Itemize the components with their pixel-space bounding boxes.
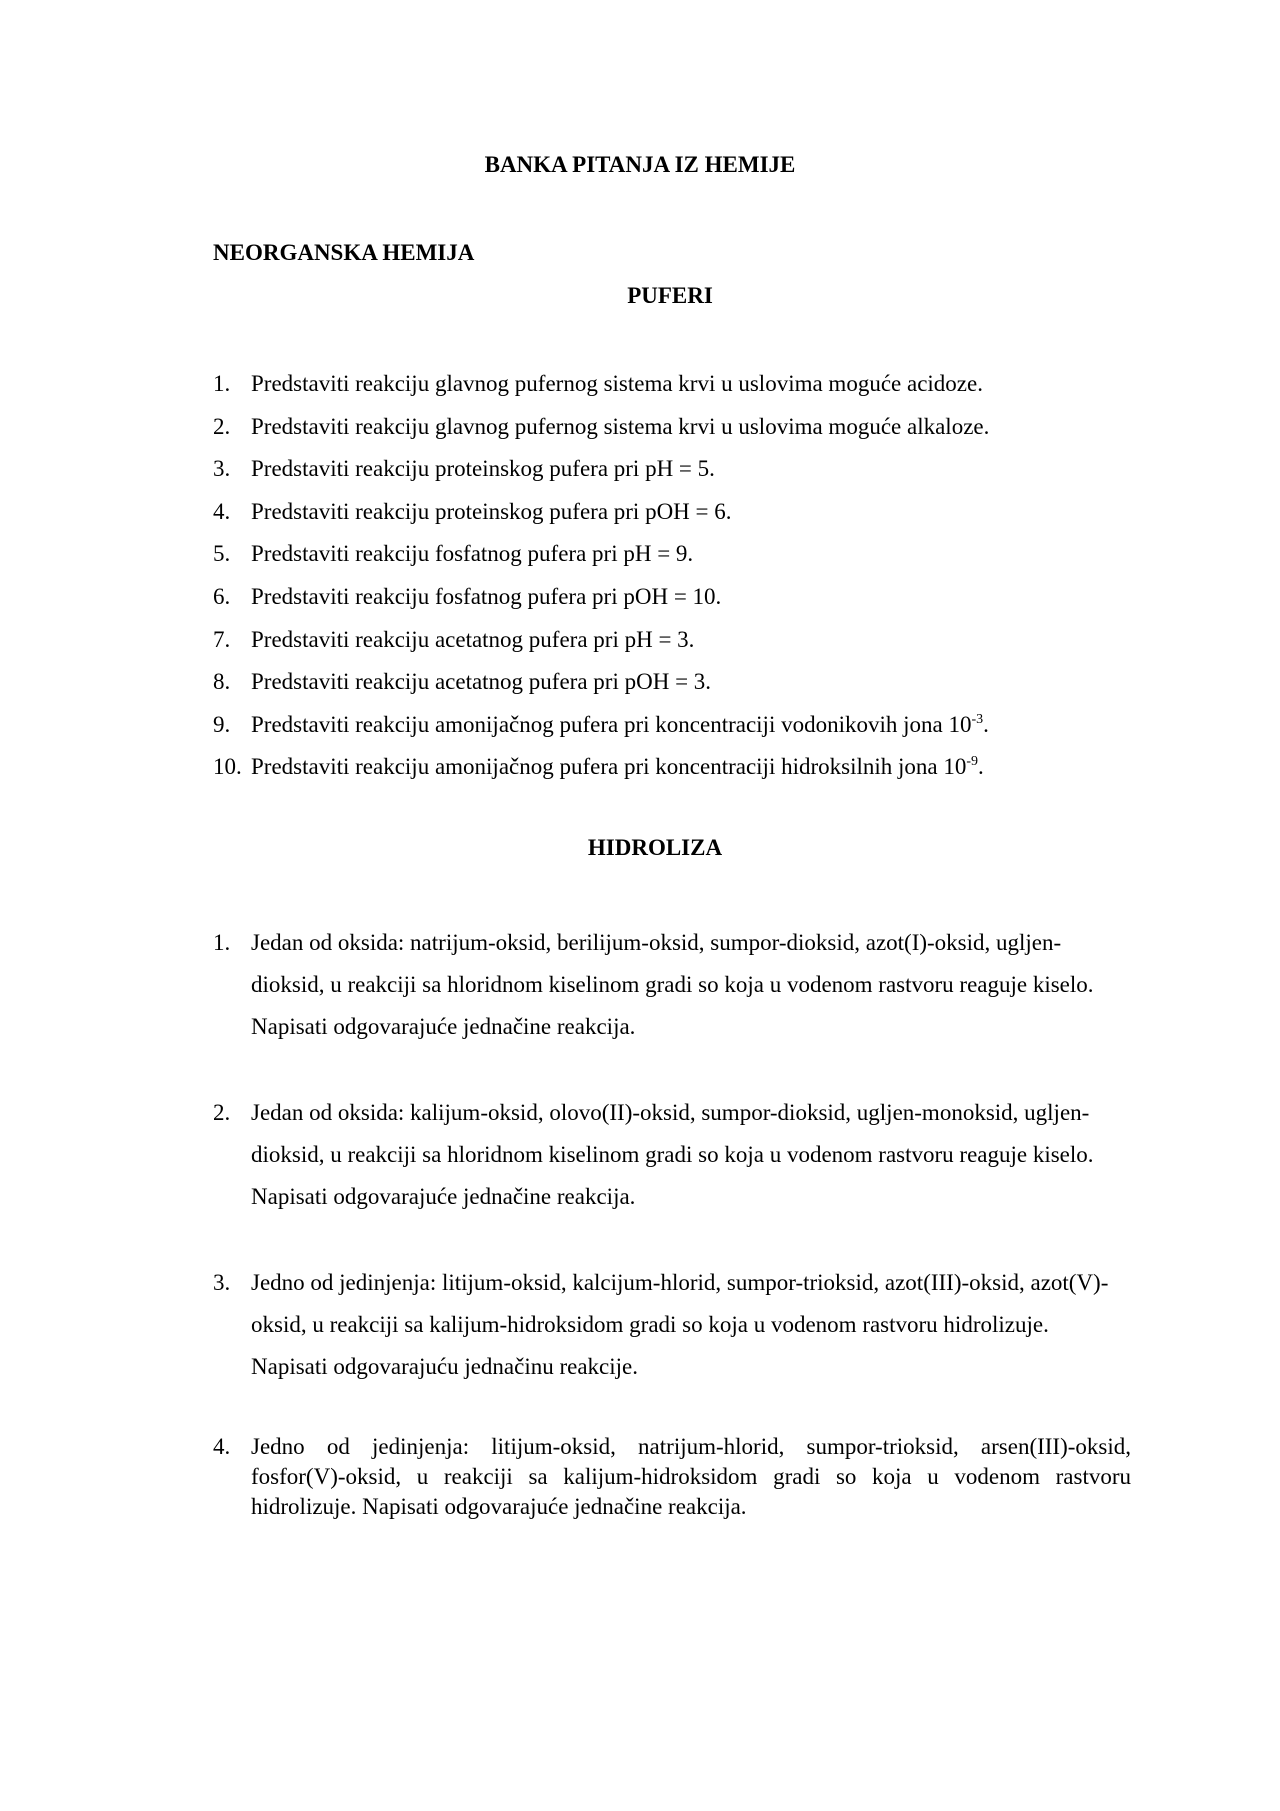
item-number: 1.	[213, 930, 231, 955]
superscript-exponent: -3	[971, 711, 984, 727]
item-number: 10.	[213, 754, 242, 780]
puferi-question-list	[213, 369, 1133, 795]
document-title	[0, 152, 1280, 178]
item-number: 5.	[213, 541, 231, 567]
list-item	[213, 710, 1133, 753]
puferi-heading	[0, 283, 1280, 309]
list-item	[213, 667, 1133, 710]
item-number: 7.	[213, 626, 231, 652]
item-number: 4.	[213, 498, 231, 524]
hidroliza-heading-text: HIDROLIZA	[587, 835, 723, 860]
item-text: Predstaviti reakciju acetatnog pufera pri pOH = 3.	[251, 669, 712, 695]
question-text: Jedan od oksida: kalijum-oksid, olovo(II)-oksid, sumpor-dioksid, ugljen-monoksid, ugljen-dioksid, u reakciji sa hloridnom kiselinom gradi so koja u vodenom rastvoru reaguje kiselo. Napisati odgovarajuće jednačine reakcija.	[251, 1100, 1094, 1209]
list-item	[213, 752, 1133, 795]
question-text: Jedno od jedinjenja: litijum-oksid, natrijum-hlorid, sumpor-trioksid, arsen(III)-oksid, fosfor(V)-oksid, u reakciji sa kalijum-hidroksidom gradi so koja u vodenom rastvoru hidrolizuje. Napisati odgovarajuće jednačine reakcija.	[251, 1434, 1131, 1519]
item-text: Predstaviti reakciju proteinskog pufera pri pH = 5.	[251, 456, 715, 482]
item-text: Predstaviti reakciju amonijačnog pufera pri koncentraciji hidroksilnih jona $10^{-9}$.	[251, 754, 984, 780]
item-number: 1.	[213, 371, 231, 396]
item-text: Predstaviti reakciju fosfatnog pufera pri pH = 9.	[251, 541, 694, 567]
item-text: Predstaviti reakciju fosfatnog pufera pri pOH = 10.	[251, 583, 722, 609]
hidroliza-question	[213, 1262, 1133, 1388]
hidroliza-question	[213, 1092, 1133, 1218]
superscript-exponent: -9	[966, 754, 979, 770]
item-number: 2.	[213, 1100, 231, 1125]
item-number: 2.	[213, 413, 231, 439]
item-number: 6.	[213, 583, 231, 609]
item-text: Predstaviti reakciju proteinskog pufera pri pOH = 6.	[251, 498, 732, 524]
item-number: 3.	[213, 1270, 231, 1295]
list-item	[213, 539, 1133, 582]
list-item	[213, 369, 1133, 412]
question-text: Jedan od oksida: natrijum-oksid, berilijum-oksid, sumpor-dioksid, azot(I)-oksid, ugljen-dioksid, u reakciji sa hloridnom kiselinom gradi so koja u vodenom rastvoru reaguje kiselo. Napisati odgovarajuće jednačine reakcija.	[251, 930, 1094, 1039]
item-text: Predstaviti reakciju acetatnog pufera pri pH = 3.	[251, 626, 695, 652]
list-item	[213, 412, 1133, 455]
document-title-text: BANKA PITANJA IZ HEMIJE	[484, 152, 796, 177]
puferi-heading-text: PUFERI	[627, 283, 713, 308]
list-item	[213, 625, 1133, 668]
item-text: Predstaviti reakciju glavnog pufernog sistema krvi u uslovima moguće alkaloze.	[251, 413, 990, 439]
item-number: 3.	[213, 456, 231, 482]
question-text: Jedno od jedinjenja: litijum-oksid, kalcijum-hlorid, sumpor-trioksid, azot(III)-oksid, azot(V)-oksid, u reakciji sa kalijum-hidroksidom gradi so koja u vodenom rastvoru hidrolizuje. Napisati odgovarajuću jednačinu reakcije.	[251, 1270, 1109, 1379]
item-number: 4.	[213, 1434, 231, 1459]
list-item	[213, 454, 1133, 497]
item-number: 8.	[213, 669, 231, 695]
hidroliza-question	[213, 1432, 1133, 1522]
hidroliza-heading	[0, 835, 1280, 861]
section-heading: NEORGANSKA HEMIJA	[213, 240, 475, 265]
item-text: Predstaviti reakciju glavnog pufernog sistema krvi u uslovima moguće acidoze.	[251, 371, 983, 396]
list-item	[213, 582, 1133, 625]
item-number: 9.	[213, 711, 231, 737]
list-item	[213, 497, 1133, 540]
item-text: Predstaviti reakciju amonijačnog pufera pri koncentraciji vodonikovih jona $10^{-3}$.	[251, 711, 989, 737]
hidroliza-question	[213, 922, 1133, 1048]
